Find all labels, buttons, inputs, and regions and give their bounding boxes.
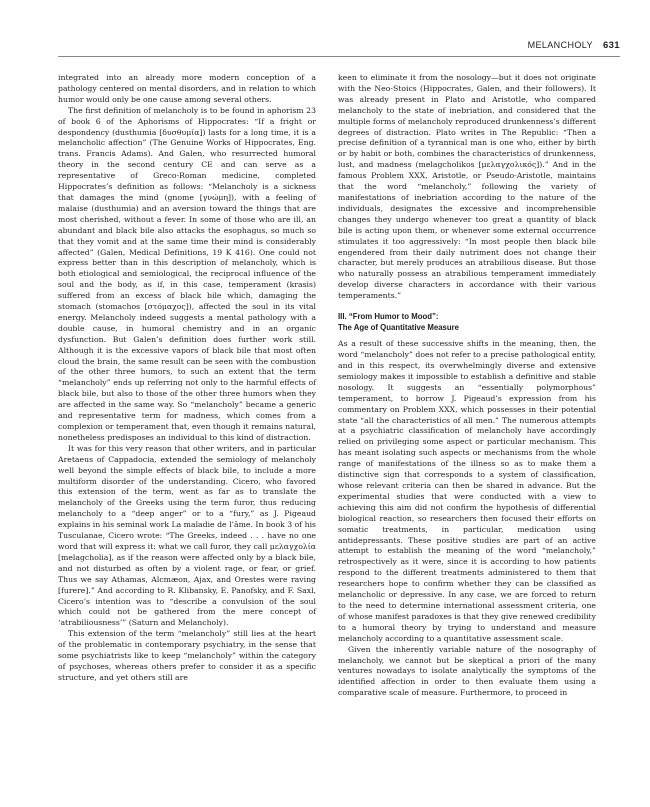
paragraph: As a result of these successive shifts in the meaning, then, the word “melancholy” does not refer to a precise pathological entity, and in this respect, its overwhelmingly diverse and extensive semiology makes it impossible to establish a definitive and stable nosology. It suggests an “essentially polymorphous” temperament, to borrow J. Pigeaud’s expression from his commentary on Problem XXX, which possesses in their potential state “all the characteristics of all men.” The numerous attempts at a psychiatric classification of melancholy have accordingly relied on privileging some aspect or particular mechanism. This has meant isolating such aspects or mechanisms from the whole range of manifestations of the illness so as to make them a distinctive sign that corresponds to a system of classification, whose relevant criteria can then be shared in advance. But the experimental studies that were conducted with a view to achieving this aim did not confirm the hypothesis of differential biological reaction, so researchers then focused their efforts on somatic treatments, in particular, medication using antidepressants. These positive studies are part of an active attempt to establish the meaning of the word “melancholy,” retrospectively as it were, since it is according to how patients respond to the different treatments administered to them that researchers hope to confirm whether they can be classified as melancholic or depressive. In any case, we are forced to return to the need to determine international assessment criteria, one of whose manifest paradoxes is that they give renewed credibility to a humoral theory by trying to understand and measure melancholy according to a quantitative assessment scale. xyxy=(338,339,596,643)
paragraph: The first definition of melancholy is to be found in aphorism 23 of book 6 of the Aphorisms of Hippocrates: “If a fright or despondency (dusthumia [δυσθυμία]) lasts for a long time, it is a melancholic affection” (The Genuine Works of Hippocrates, Eng. trans. Francis Adams). And Galen, who resurrected humoral theory in the second century CE and can serve as a representative of Greco-Roman medicine, completed Hippocrates’s definition as follows: “Melancholy is a sickness that damages the mind (gnome [γνώμη]), with a feeling of malaise (dusthumia) and an aversion toward the things that are most cherished, without a fever. In some of those who are ill, an abundant and black bile also attacks the esophagus, so much so that they vomit and at the same time their mind is considerably affected” (Galen, Medical Definitions, 19 K 416). One could not express better than in this description of melancholy, which is both etiological and semiological, the reciprocal influence of the soul and the body, as if, in this case, temperament (krasis) suffered from an excess of black bile which, damaging the stomach (stomachos [στόμαχος]), affected the soul in its vital energy. Melancholy indeed suggests a mental pathology with a double cause, in humoral chemistry and in an organic dysfunction. But Galen’s definition does further work still. Although it is the excessive vapors of black bile that most often cloud the brain, the same result can be seen with the combustion of the other three humors, to such an extent that the term “melancholy” ends up referring not only to the harmful effects of black bile, but also to those of the other three humors when they are affected in the same way. So “melancholy” became a generic and representative term for madness, which comes from a complexion or temperament that, even though it remains natural, nonetheless predisposes an individual to this kind of distraction. xyxy=(58,105,316,442)
right-column xyxy=(338,73,596,699)
header-rule xyxy=(58,56,620,57)
running-header xyxy=(58,40,620,54)
paragraph: It was for this very reason that other writers, and in particular Aretaeus of Cappadocia, extended the semiology of melancholy well beyond the simple effects of black bile, to include a more multiform disorder of the understanding. Cicero, who favored this extension of the term, went as far as to translate the melancholy of the Greeks using the term furor, thus reducing melancholy to a “deep anger” or to a “fury,” as J. Pigeaud explains in his seminal work La maladie de l’âme. In book 3 of his Tusculanae, Cicero wrote: “The Greeks, indeed . . . have no one word that will express it: what we call furor, they call μελαγχολία [melagcholia], as if the reason were affected only by a black bile, and not disturbed as often by a violent rage, or fear, or grief. Thus we say Athamas, Alcmæon, Ajax, and Orestes were raving [furere].” And according to R. Klibansky, E. Panofsky, and F. Saxl, Cicero’s intention was to “describe a convulsion of the soul which could not be gathered from the mere concept of ‘atrabiliousness’” (Saturn and Melancholy). xyxy=(58,443,316,628)
paragraph: This extension of the term “melancholy” still lies at the heart of the problematic in contemporary psychiatry, in the sense that some psychiatrists like to keep “melancholy” within the category of psychoses, whereas others prefer to consider it as a specific structure, and yet others still are xyxy=(58,629,316,682)
paragraph: keen to eliminate it from the nosology—but it does not originate with the Neo-Stoics (Hippocrates, Galen, and their followers). It was already present in Plato and Aristotle, who compared melancholy to the state of inebriation, and considered that the multiple forms of melancholy reproduced drunkenness’s different degrees of distraction. Plato writes in The Republic: “Then a precise definition of a tyrannical man is one who, either by birth or by habit or both, combines the characteristics of drunkenness, lust, and madness (melagcholikos [μελαγχολικός]).” And in the famous Problem XXX, Aristotle, or Pseudo-Aristotle, maintains that the word “melancholy,” following the variety of manifestations of inebriation according to the nature of the individuals, designates the excessive and incomprehensible changes they undergo whenever too great a quantity of black bile is acting upon them, or whenever some external occurrence stimulates it too aggressively: “In most people then black bile engendered from their daily nutriment does not change their character, but merely produces an atrabilious disease. But those who naturally possess an atrabilious temperament immediately develop diverse characters in accordance with their various temperaments.” xyxy=(338,73,596,301)
page-number: 631 xyxy=(602,40,620,51)
left-column xyxy=(58,73,316,684)
section-heading-line: III. “From Humor to Mood”: xyxy=(338,312,439,322)
paragraph: integrated into an already more modern conception of a pathology centered on mental disorders, and in relation to which humor would only be one cause among several others. xyxy=(58,73,316,104)
paragraph: Given the inherently variable nature of the nosography of melancholy, we cannot but be skeptical a priori of the many ventures nowadays to isolate analytically the symptoms of the identified affection in order to then evaluate them using a comparative scale of measure. Furthermore, to proceed in xyxy=(338,644,596,698)
section-heading-line: The Age of Quantitative Measure xyxy=(338,322,460,332)
section-heading xyxy=(338,312,596,333)
running-title: MELANCHOLY xyxy=(527,40,593,50)
